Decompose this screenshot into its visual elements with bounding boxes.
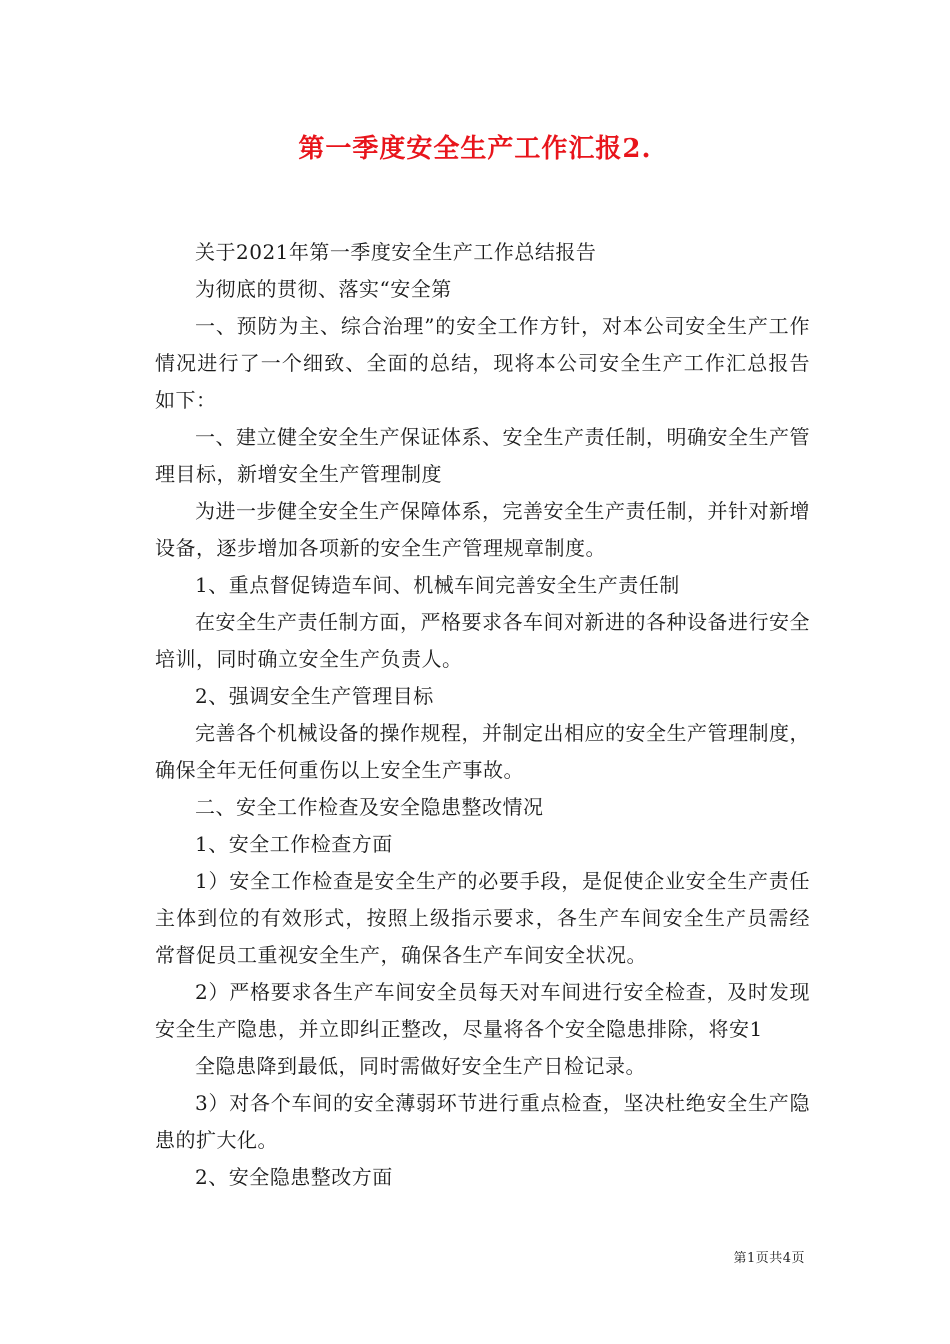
- paragraph: 1、重点督促铸造车间、机械车间完善安全生产责任制: [195, 573, 680, 597]
- paragraph: 在安全生产责任制方面，严格要求各车间对新进的各种设备进行安全培训，同时确立安全生产负责人。: [155, 610, 810, 671]
- paragraph: 关于2021年第一季度安全生产工作总结报告: [195, 240, 597, 264]
- paragraph: 3）对各个车间的安全薄弱环节进行重点检查，坚决杜绝安全生产隐患的扩大化。: [155, 1091, 810, 1152]
- paragraph: 2）严格要求各生产车间安全员每天对车间进行安全检查，及时发现安全生产隐患，并立即纠正整改，尽量将各个安全隐患排除，将安1: [155, 980, 810, 1041]
- paragraph: 2、安全隐患整改方面: [195, 1165, 393, 1189]
- paragraph: 一、建立健全安全生产保证体系、安全生产责任制，明确安全生产管理目标，新增安全生产管理制度: [155, 425, 810, 486]
- paragraph: 一、预防为主、综合治理”的安全工作方针，对本公司安全生产工作情况进行了一个细致、全面的总结，现将本公司安全生产工作汇总报告如下：: [155, 314, 810, 412]
- document-body: [145, 234, 810, 1196]
- paragraph: 1、安全工作检查方面: [195, 832, 393, 856]
- paragraph: 为彻底的贯彻、落实“安全第: [195, 277, 452, 301]
- paragraph: 全隐患降到最低，同时需做好安全生产日检记录。: [195, 1054, 646, 1078]
- paragraph: 二、安全工作检查及安全隐患整改情况: [195, 795, 544, 819]
- document-title: 第一季度安全生产工作汇报2.: [298, 134, 652, 164]
- paragraph: 为进一步健全安全生产保障体系，完善安全生产责任制，并针对新增设备，逐步增加各项新的安全生产管理规章制度。: [155, 499, 810, 560]
- paragraph: 1）安全工作检查是安全生产的必要手段，是促使企业安全生产责任主体到位的有效形式，按照上级指示要求，各生产车间安全生产员需经常督促员工重视安全生产，确保各生产车间安全状况。: [155, 869, 810, 967]
- page-number-footer: 第1页共4页: [733, 1251, 805, 1266]
- paragraph: 2、强调安全生产管理目标: [195, 684, 434, 708]
- paragraph: 完善各个机械设备的操作规程，并制定出相应的安全生产管理制度，确保全年无任何重伤以上安全生产事故。: [155, 721, 810, 782]
